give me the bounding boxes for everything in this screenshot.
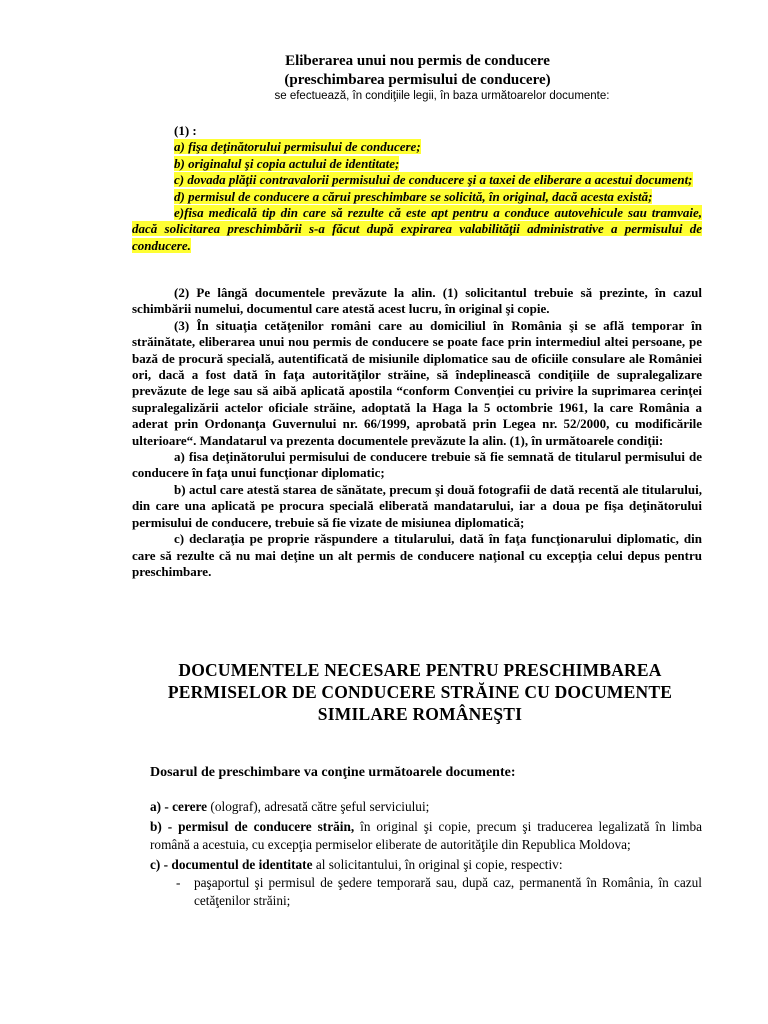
section-1-item-b: b) originalul şi copia actului de identitate; bbox=[174, 155, 400, 171]
item-b-text: în original şi copie, precum şi traducerea legalizată în limba română a acestuia, cu excepţia permiselor eliberate de autorităţile din Republica Moldova; bbox=[150, 819, 702, 852]
item-c-label: c) bbox=[150, 857, 161, 872]
item-c-bold: - documentul de identitate bbox=[163, 857, 313, 872]
paragraph-3: (3) În situaţia cetăţenilor români care au domiciliul în România şi se află temporar în străinătate, eliberarea unui nou permis de conducere se poate face prin intermediul altei persoane, pe bază de procură specială, autentificată de misiunile diplomatice sau de oficiile consulare ale României ori, dacă a fost dată în faţa autorităţilor străine, să îndeplinească condiţiile de supralegalizare prevăzute de lege sau să aibă aplicată apostila “conform Convenţiei cu privire la suprimarea cerinţei supralegalizării actelor oficiale străine, adoptată la Haga la 5 octombrie 1961, la care România a aderat prin Ordonanţa Guvernului nr. 66/1999, aprobată prin Legea nr. 52/2000, cu modificările ulterioare“. Mandatarul va prezenta documentele prevăzute la alin. (1), în următoarele condiţii: bbox=[132, 317, 702, 448]
section-heading bbox=[132, 659, 708, 725]
item-b-bold: - permisul de conducere străin, bbox=[167, 819, 355, 834]
document-title bbox=[132, 52, 703, 90]
title-line-1: Eliberarea unui nou permis de conducere bbox=[285, 53, 550, 69]
item-a-label: a) bbox=[150, 799, 162, 814]
paragraph-3-item-b: b) actul care atestă starea de sănătate, precum şi două fotografii de dată recentă ale titularului, din care una aplicată pe procura specială eliberată mandatarului, iar a doua pe fişa deţinătorului permisului de conducere, trebuie să fie vizate de misiunea diplomatică; bbox=[132, 481, 702, 530]
dossier-intro: Dosarul de preschimbare va conţine următoarele documente: bbox=[150, 765, 516, 780]
section-1-item-a: a) fişa deţinătorului permisului de conducere; bbox=[174, 139, 421, 155]
section-2-3 bbox=[132, 285, 702, 580]
paragraph-3-item-a: a) fisa deţinătorului permisului de conducere trebuie să fie semnată de titularul permisului de conducere în faţa unui funcţionar diplomatic; bbox=[132, 449, 702, 481]
section-1-label: (1) : bbox=[174, 123, 197, 138]
section-1-item-e: e)fisa medicală tip din care să rezulte că este apt pentru a conduce autovehicule sau tramvaie, dacă solicitarea preschimbării s-a făcut după expirarea valabilităţii administrative a permisului de conducere. bbox=[132, 205, 702, 253]
section-1 bbox=[132, 123, 702, 254]
subitem-1-text: paşaportul şi permisul de şedere temporară sau, după caz, permanentă în România, în cazul cetăţenilor străini; bbox=[194, 875, 702, 908]
dossier-list bbox=[150, 798, 702, 910]
dossier-item-a bbox=[150, 798, 702, 816]
section-1-item-d: d) permisul de conducere a cărui preschimbare se solicită, în original, dacă acesta există; bbox=[174, 188, 653, 204]
heading-line-3: SIMILARE ROMÂNEŞTI bbox=[317, 704, 523, 724]
heading-line-1: DOCUMENTELE NECESARE PENTRU PRESCHIMBAREA bbox=[178, 660, 662, 680]
dossier-subitem-1 bbox=[150, 874, 702, 910]
title-line-2: (preschimbarea permisului de conducere) bbox=[284, 72, 551, 88]
item-a-text: (olograf), adresată către şeful serviciului; bbox=[207, 799, 430, 814]
item-b-label: b) bbox=[150, 819, 162, 834]
intro-line: se efectuează, în condiţiile legii, în baza următoarelor documente: bbox=[274, 90, 610, 102]
item-c-text: al solicitantului, în original şi copie, respectiv: bbox=[312, 857, 563, 872]
dash-bullet: - bbox=[176, 875, 181, 890]
paragraph-3-item-c: c) declaraţia pe proprie răspundere a titularului, dată în faţa funcţionarului diplomatic, din care să rezulte că nu mai deţine un alt permis de conducere naţional cu excepţia celui depus pentru preschimbare. bbox=[132, 531, 702, 579]
dossier-item-c bbox=[150, 856, 702, 874]
heading-line-2: PERMISELOR DE CONDUCERE STRĂINE CU DOCUMENTE bbox=[167, 682, 673, 702]
section-1-item-c: c) dovada plăţii contravalorii permisului de conducere şi a taxei de eliberare a acestui document; bbox=[174, 172, 693, 188]
paragraph-2: (2) Pe lângă documentele prevăzute la alin. (1) solicitantul trebuie să prezinte, în cazul schimbării numelui, documentul care atestă acest lucru, în original şi copie. bbox=[132, 285, 702, 317]
dossier-item-b bbox=[150, 818, 702, 854]
item-a-bold: - cerere bbox=[164, 799, 208, 814]
